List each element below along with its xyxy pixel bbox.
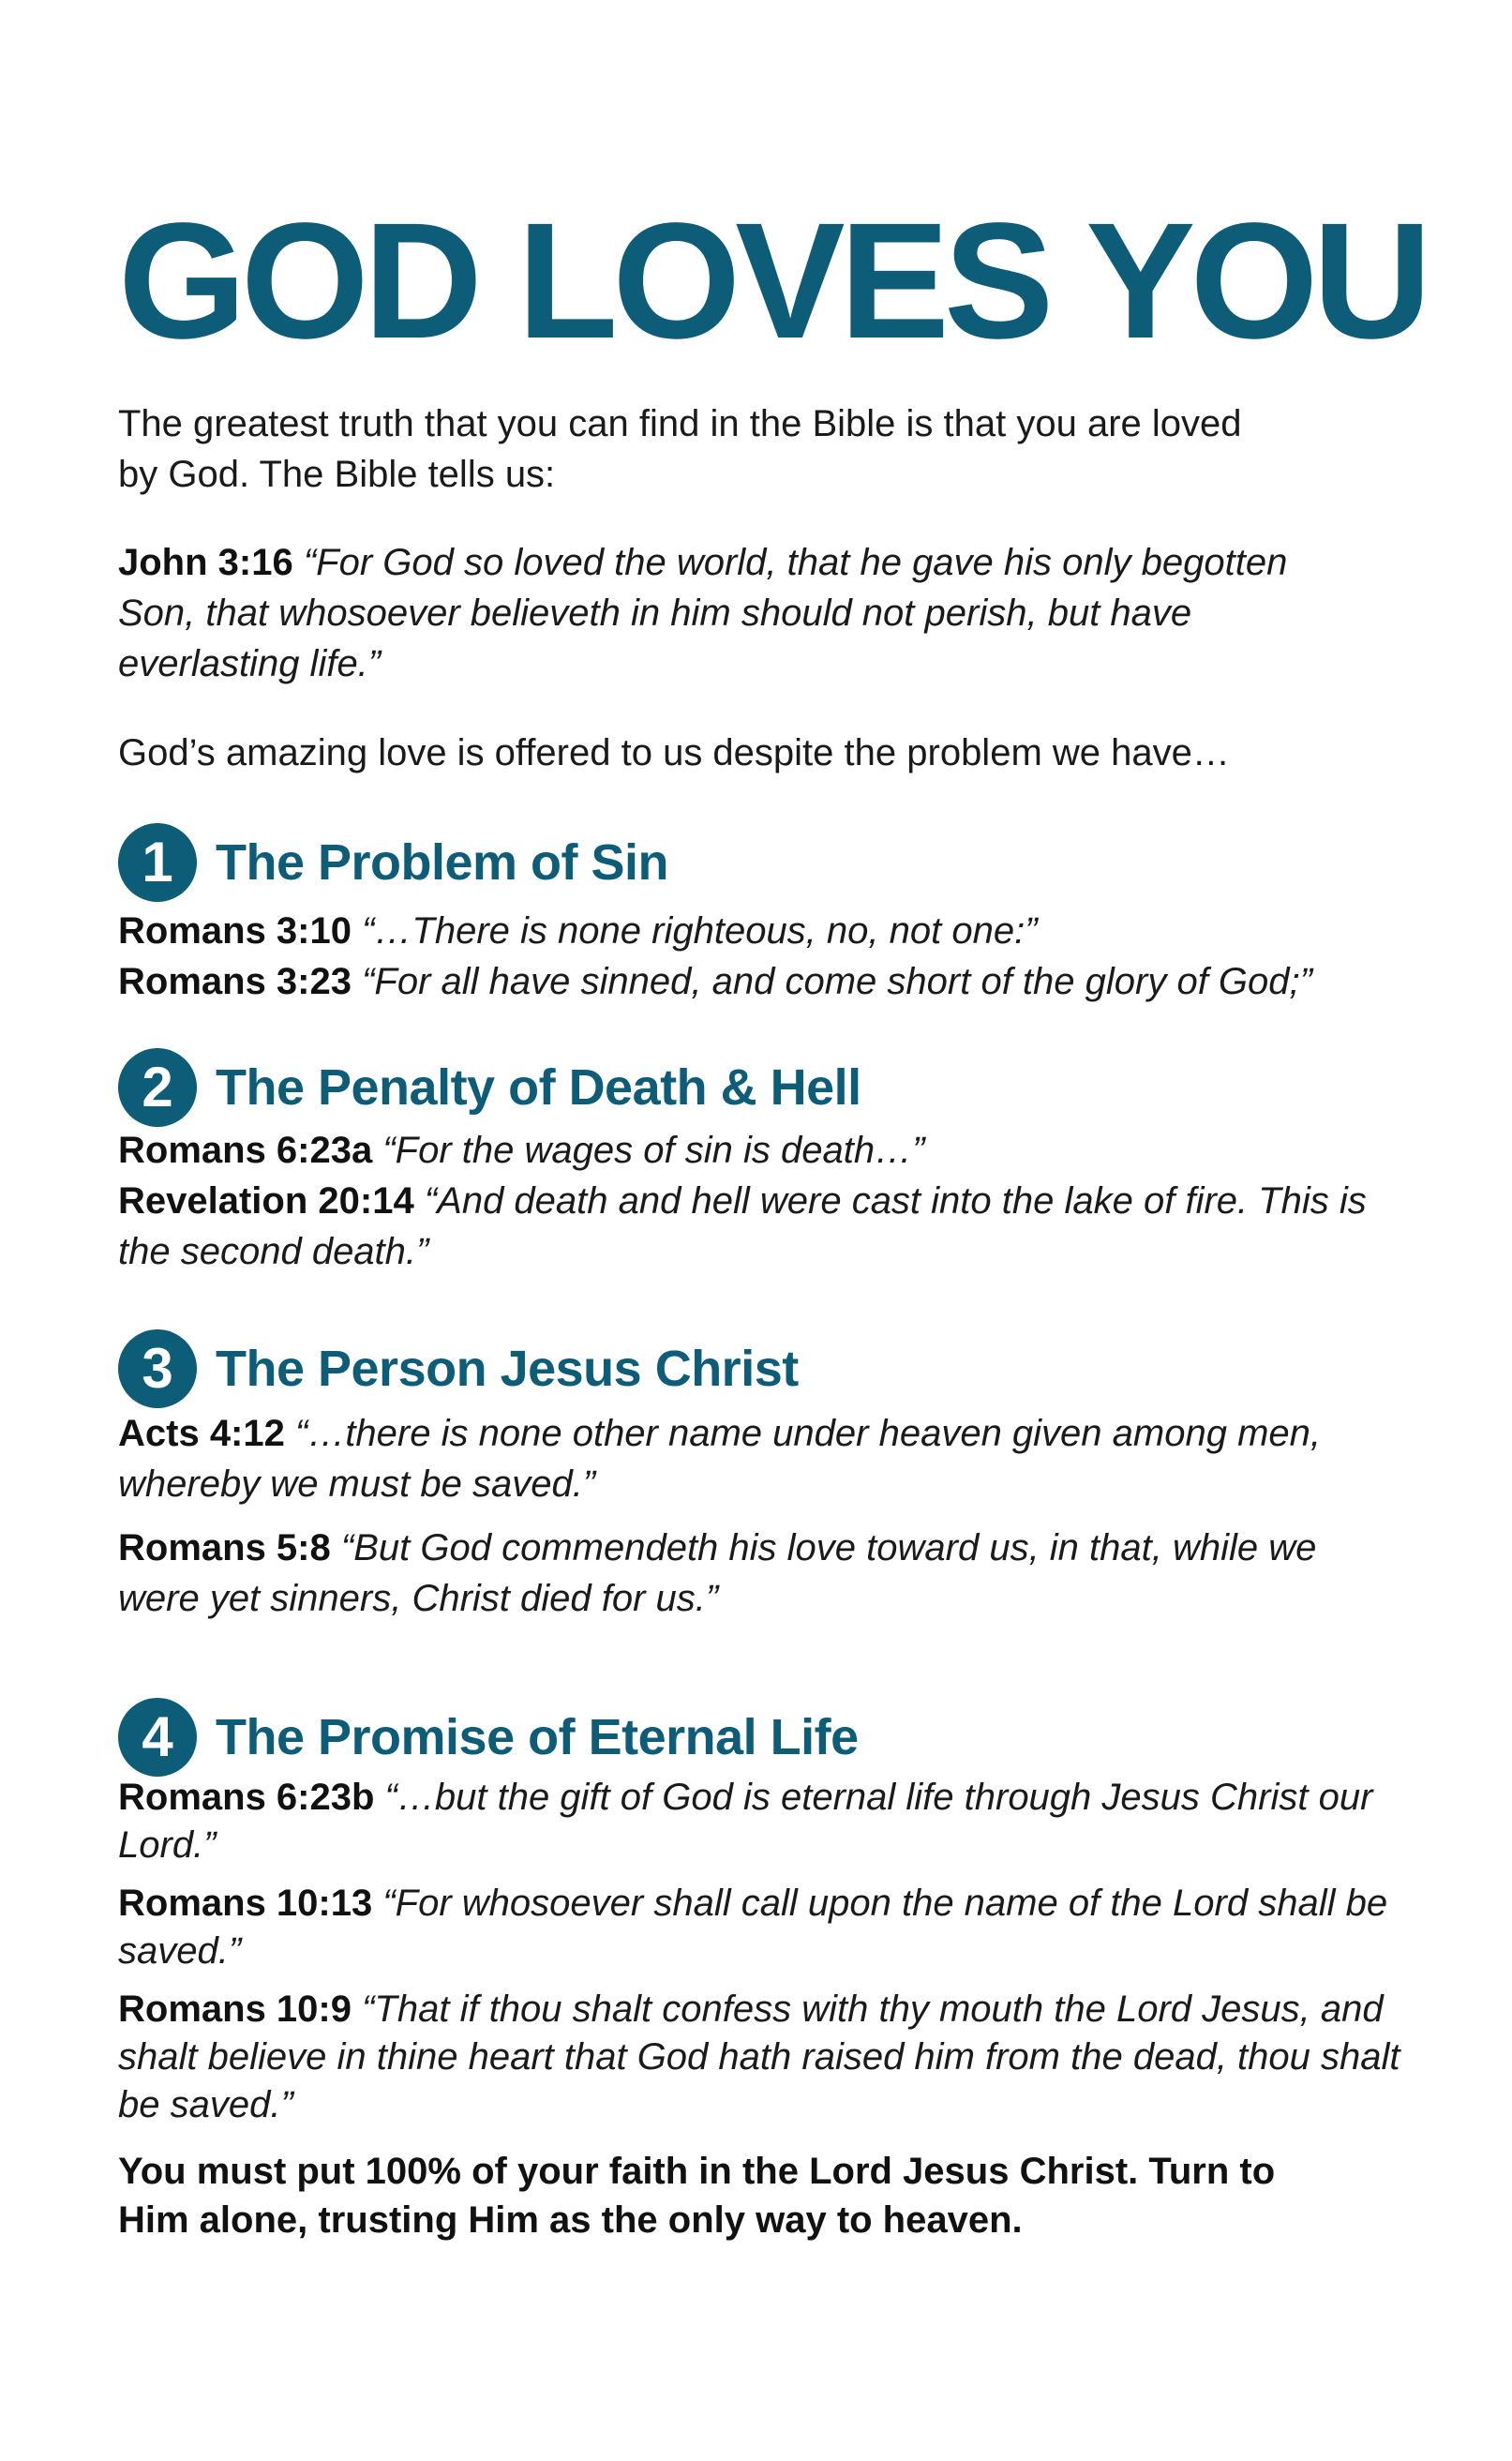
verse-quote: “…but the gift of God is eternal life through Jesus Christ our Lord.” [118,1777,1373,1866]
section-1-title: The Problem of Sin [216,834,669,891]
verse-acts-4-12 [118,1408,1402,1509]
number-3-badge: 3 [118,1329,197,1408]
number-2-badge: 2 [118,1048,197,1127]
verse-quote: “For all have sinned, and come short of the glory of God;” [362,961,1312,1002]
intro-line-2: by God. The Bible tells us: [118,454,556,495]
section-4-heading [118,1697,859,1778]
verse-reference: Acts 4:12 [118,1413,285,1454]
intro-paragraph [118,398,1402,500]
verse-quote: “For whosoever shall call upon the name of the Lord shall be saved.” [118,1883,1388,1972]
verse-reference: Romans 5:8 [118,1527,331,1568]
verse-reference: John 3:16 [118,542,293,583]
verse-romans-3-10 [118,906,1402,956]
section-3-heading [118,1328,799,1409]
closing-statement: You must put 100% of your faith in the Lord Jesus Christ. Turn to Him alone, trusting Him as the only way to heaven. [118,2151,1276,2241]
section-1-heading [118,822,668,903]
verse-romans-3-23 [118,956,1402,1007]
verse-reference: Romans 3:10 [118,910,352,952]
number-1-badge: 1 [118,823,197,902]
verse-quote: “That if thou shalt confess with thy mouth the Lord Jesus, and shalt believe in thine heart that God hath raised him from the dead, thou shalt be saved.” [118,1988,1400,2125]
verse-quote: “…There is none righteous, no, not one:” [362,910,1038,952]
verse-quote: “For the wages of sin is death…” [382,1130,925,1171]
verse-quote: “But God commendeth his love toward us, in that, while we were yet sinners, Christ died for us.” [118,1527,1317,1619]
verse-revelation-20-14 [118,1176,1402,1277]
verse-reference: Romans 10:13 [118,1883,373,1924]
verse-romans-5-8 [118,1523,1402,1624]
verse-romans-6-23b [118,1774,1402,1869]
verse-reference: Romans 10:9 [118,1988,352,2030]
number-4-badge: 4 [118,1698,197,1777]
verse-romans-10-13 [118,1880,1402,1975]
verse-quote: “For God so loved the world, that he gave his only begotten Son, that whosoever believeth in him should not perish, but have everlasting life.” [118,542,1288,684]
section-3-title: The Person Jesus Christ [216,1341,799,1397]
verse-john-3-16 [118,537,1337,689]
verse-romans-10-9 [118,1986,1402,2129]
page-title: GOD LOVES YOU [118,189,1427,373]
verse-quote: “And death and hell were cast into the lake of fire. This is the second death.” [118,1180,1367,1272]
intro-line-1: The greatest truth that you can find in the Bible is that you are loved [118,403,1242,444]
section-2-title: The Penalty of Death & Hell [216,1059,861,1116]
amazing-love-text: God’s amazing love is offered to us despite the problem we have… [118,732,1230,773]
verse-reference: Romans 6:23a [118,1130,373,1171]
verse-reference: Romans 3:23 [118,961,352,1002]
verse-quote: “…there is none other name under heaven given among men, whereby we must be saved.” [118,1413,1322,1505]
verse-reference: Romans 6:23b [118,1777,375,1818]
section-4-title: The Promise of Eternal Life [216,1709,859,1765]
verse-romans-6-23a [118,1125,1402,1176]
verse-reference: Revelation 20:14 [118,1180,414,1222]
section-2-heading [118,1047,861,1128]
